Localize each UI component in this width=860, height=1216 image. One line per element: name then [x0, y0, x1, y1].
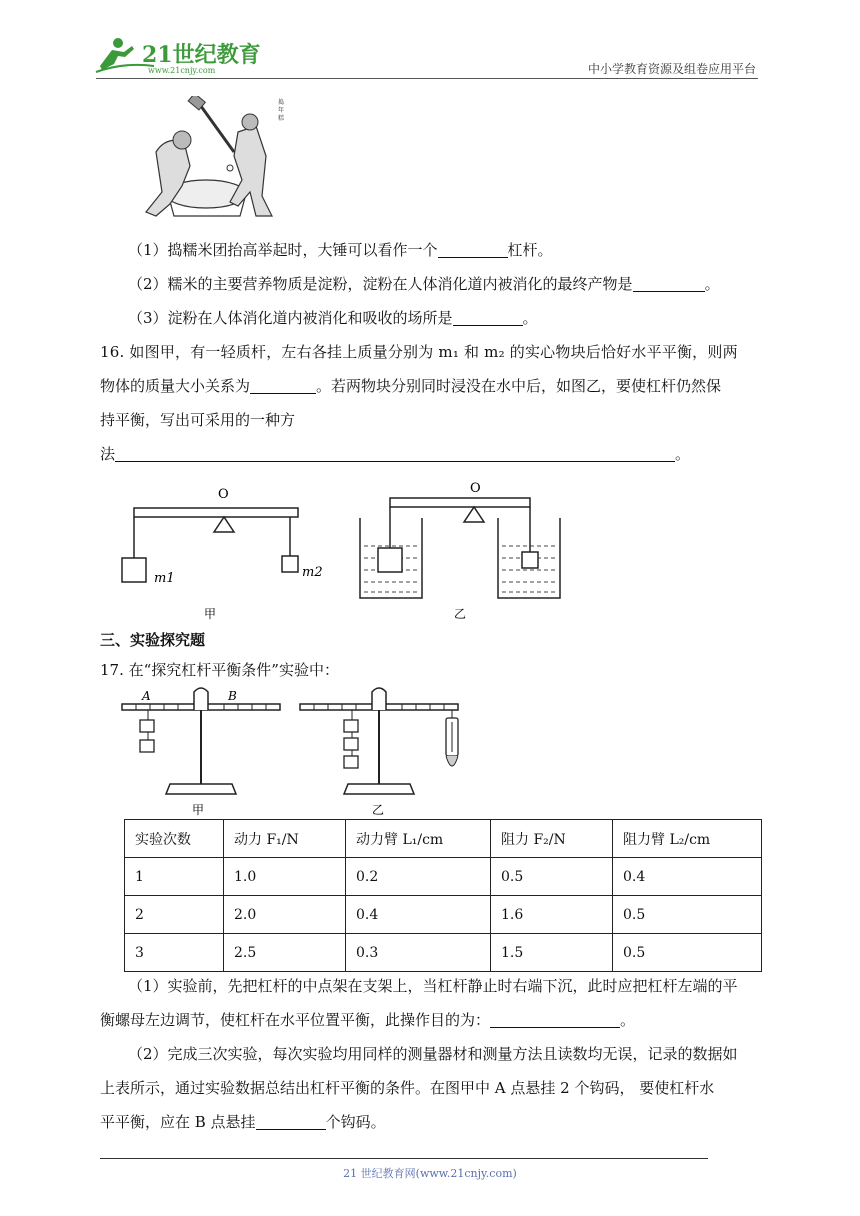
figure-jia — [122, 688, 280, 817]
q16-line3: 持平衡，写出可采用的一种方 — [100, 411, 296, 429]
table-header-cell: 阻力臂 L₂/cm — [613, 820, 762, 858]
svg-text:A: A — [142, 689, 151, 703]
table-row — [125, 934, 762, 972]
header-platform-text: 中小学教育资源及组卷应用平台 — [587, 62, 756, 76]
table-cell: 2.0 — [224, 896, 346, 934]
svg-text:O: O — [218, 487, 229, 502]
q16-line1: 16. 如图甲，有一轻质杆，左右各挂上质量分别为 m₁ 和 m₂ 的实心物块后恰好水平平衡，则两 — [100, 343, 738, 361]
figure-yi — [300, 688, 458, 817]
q15-part2: （2）糯米的主要营养物质是淀粉，淀粉在人体消化道内被消化的最终产物是 。 — [128, 275, 720, 293]
table-header-cell: 动力臂 L₁/cm — [346, 820, 491, 858]
table-header-cell: 动力 F₁/N — [224, 820, 346, 858]
svg-text:乙: 乙 — [454, 607, 467, 621]
q17-part2-line3: 平平衡，应在 B 点悬挂 个钩码。 — [100, 1113, 386, 1131]
q16-line2: 物体的质量大小关系为 。若两物块分别同时浸没在水中后，如图乙，要使杠杆仍然保 — [100, 377, 722, 395]
table-cell: 2.5 — [224, 934, 346, 972]
q15-part3: （3）淀粉在人体消化道内被消化和吸收的场所是 。 — [128, 309, 538, 327]
svg-text:捣: 捣 — [278, 99, 285, 106]
table-cell: 1 — [125, 858, 224, 896]
site-logo — [94, 36, 264, 76]
answer-blank[interactable] — [490, 1011, 620, 1028]
table-row — [125, 858, 762, 896]
table-header-cell: 实验次数 — [125, 820, 224, 858]
q17-part1-line1: （1）实验前，先把杠杆的中点架在支架上，当杠杆静止时右端下沉，此时应把杠杆左端的平 — [128, 977, 738, 995]
table-cell: 2 — [125, 896, 224, 934]
svg-text:糕: 糕 — [278, 115, 285, 122]
q17-part2-line1: （2）完成三次实验，每次实验均用同样的测量器材和测量方法且读数均无误，记录的数据如 — [128, 1045, 738, 1063]
answer-blank[interactable] — [438, 241, 508, 258]
logo-title: 21世纪教育 — [142, 42, 261, 68]
table-cell: 1.5 — [491, 934, 613, 972]
table-cell: 0.5 — [613, 934, 762, 972]
svg-text:乙: 乙 — [372, 803, 385, 817]
svg-text:甲: 甲 — [204, 607, 217, 621]
logo-url: www.21cnjy.com — [148, 66, 216, 75]
svg-text:B: B — [228, 689, 237, 703]
q16-lever-figures — [110, 478, 590, 624]
figure-jia — [122, 487, 323, 621]
q15-part1: （1）捣糯米团抬高举起时，大锤可以看作一个 杠杆。 — [128, 241, 553, 259]
section-title: 三、实验探究题 — [100, 631, 206, 649]
svg-text:m1: m1 — [154, 571, 175, 586]
q17-intro: 17. 在“探究杠杆平衡条件”实验中： — [100, 661, 339, 679]
table-cell: 1.6 — [491, 896, 613, 934]
q17-part2-line2: 上表所示，通过实验数据总结出杠杆平衡的条件。在图甲中 A 点悬挂 2 个钩码， 要使杠杆水 — [100, 1079, 715, 1097]
answer-blank[interactable] — [633, 275, 705, 292]
answer-blank[interactable] — [453, 309, 523, 326]
table-header-cell: 阻力 F₂/N — [491, 820, 613, 858]
table-cell: 0.4 — [346, 896, 491, 934]
footer-text: 21 世纪教育网(www.21cnjy.com) — [343, 1167, 517, 1180]
answer-blank[interactable] — [115, 445, 675, 462]
table-cell: 0.5 — [491, 858, 613, 896]
figure-yi — [360, 481, 560, 621]
answer-blank[interactable] — [250, 377, 316, 394]
table-cell: 3 — [125, 934, 224, 972]
q17-lever-figures — [112, 684, 482, 818]
q17-part1-line2: 衡螺母左边调节，使杠杆在水平位置平衡，此操作目的为： 。 — [100, 1011, 636, 1029]
svg-text:m2: m2 — [302, 565, 323, 580]
table-cell: 0.5 — [613, 896, 762, 934]
table-row — [125, 896, 762, 934]
table-header-row — [125, 820, 762, 858]
table-cell: 1.0 — [224, 858, 346, 896]
q16-line4: 法 。 — [100, 445, 691, 463]
table-cell: 0.4 — [613, 858, 762, 896]
footer-rule — [100, 1158, 708, 1159]
svg-text:O: O — [470, 481, 481, 496]
answer-blank[interactable] — [256, 1113, 326, 1130]
table-cell: 0.2 — [346, 858, 491, 896]
header-rule — [96, 78, 758, 79]
experiment-data-table — [124, 819, 762, 972]
table-cell: 0.3 — [346, 934, 491, 972]
svg-text:年: 年 — [278, 107, 285, 114]
rice-pounding-illustration — [126, 96, 296, 222]
svg-text:甲: 甲 — [192, 803, 205, 817]
